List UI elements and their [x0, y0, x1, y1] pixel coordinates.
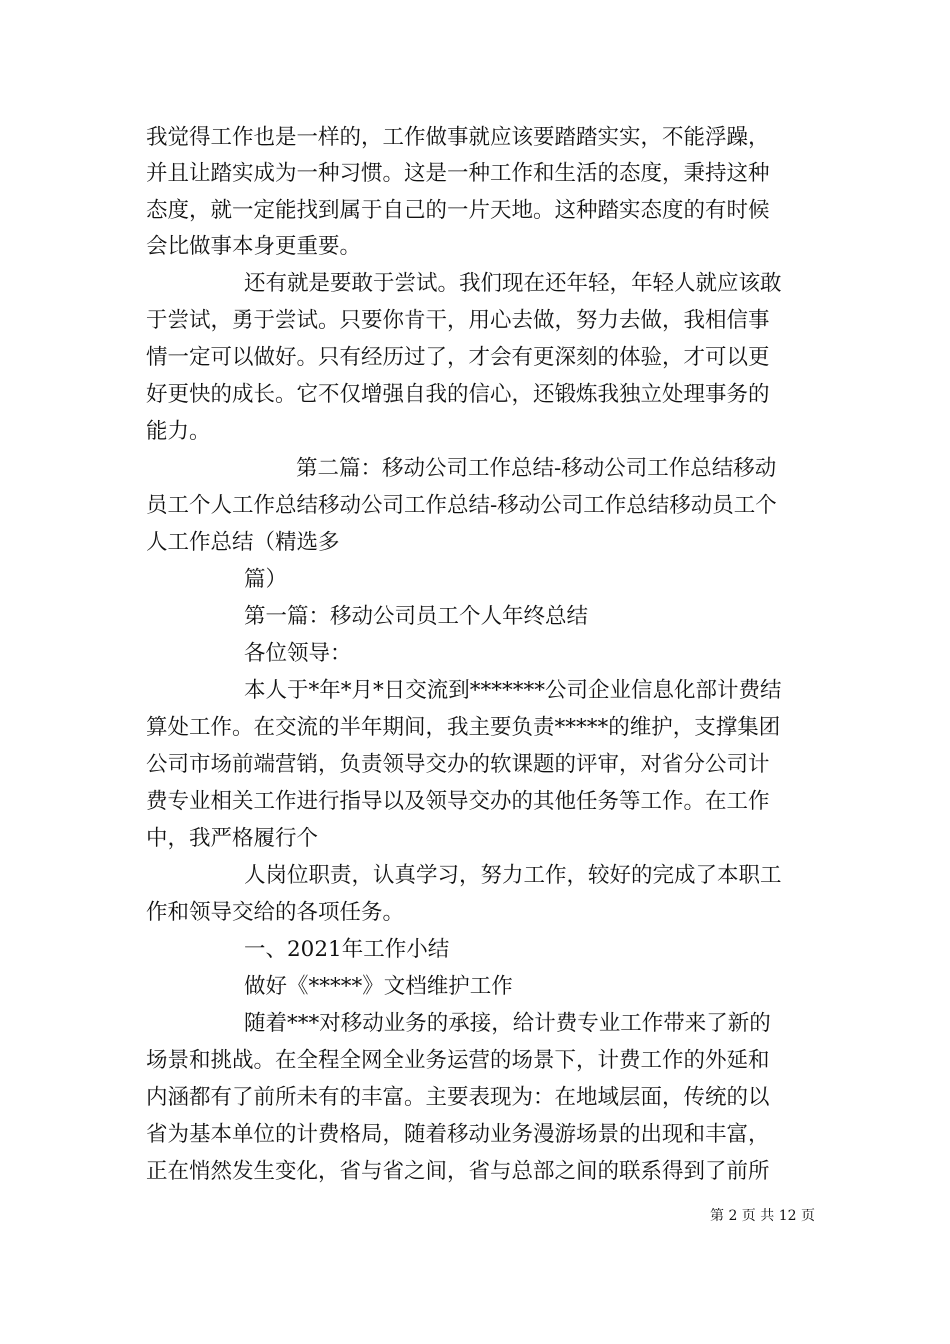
text-line: 态度，就一定能找到属于自己的一片天地。这种踏实态度的有时候	[146, 198, 770, 223]
section-heading: 员工个人工作总结移动公司工作总结-移动公司工作总结移动员工个	[146, 493, 777, 518]
text-line: 我觉得工作也是一样的，工作做事就应该要踏踏实实，不能浮躁，	[146, 125, 770, 150]
text-line: 省为基本单位的计费格局，随着移动业务漫游场景的出现和丰富，	[146, 1122, 770, 1147]
text-line: 并且让踏实成为一种习惯。这是一种工作和生活的态度，秉持这种	[146, 161, 770, 186]
salutation: 各位领导：	[244, 641, 352, 666]
text-line: 公司市场前端营销，负责领导交办的软课题的评审，对省分公司计	[146, 752, 770, 777]
text-line: 会比做事本身更重要。	[146, 234, 362, 259]
list-heading: 一、2021年工作小结	[244, 937, 450, 962]
text-line: 作和领导交给的各项任务。	[146, 900, 405, 925]
text-line: 还有就是要敢于尝试。我们现在还年轻，年轻人就应该敢	[244, 271, 782, 296]
text-line: 中，我严格履行个	[146, 826, 319, 851]
text-line: 随着***对移动业务的承接，给计费专业工作带来了新的	[244, 1011, 771, 1036]
list-heading: 做好《*****》文档维护工作	[244, 974, 513, 999]
section-heading: 第二篇：移动公司工作总结-移动公司工作总结移动	[296, 456, 777, 481]
text-line: 人岗位职责，认真学习，努力工作，较好的完成了本职工	[244, 863, 782, 888]
text-line: 算处工作。在交流的半年期间，我主要负责*****的维护，支撑集团	[146, 715, 781, 740]
text-line: 于尝试，勇于尝试。只要你肯干，用心去做，努力去做，我相信事	[146, 308, 770, 333]
text-line: 能力。	[146, 419, 211, 444]
text-line: 本人于*年*月*日交流到*******公司企业信息化部计费结	[244, 678, 782, 703]
text-line: 情一定可以做好。只有经历过了，才会有更深刻的体验，才可以更	[146, 345, 770, 370]
subsection-heading: 第一篇：移动公司员工个人年终总结	[244, 604, 589, 629]
text-line: 内涵都有了前所未有的丰富。主要表现为：在地域层面，传统的以	[146, 1085, 770, 1110]
section-heading: 人工作总结（精选多	[146, 530, 340, 555]
text-line: 费专业相关工作进行指导以及领导交办的其他任务等工作。在工作	[146, 789, 770, 814]
text-line: 好更快的成长。它不仅增强自我的信心，还锻炼我独立处理事务的	[146, 382, 770, 407]
text-line: 场景和挑战。在全程全网全业务运营的场景下，计费工作的外延和	[146, 1048, 770, 1073]
page-number: 第 2 页 共 12 页	[710, 1208, 815, 1224]
section-heading: 篇）	[244, 567, 288, 592]
text-line: 正在悄然发生变化，省与省之间，省与总部之间的联系得到了前所	[146, 1159, 770, 1184]
